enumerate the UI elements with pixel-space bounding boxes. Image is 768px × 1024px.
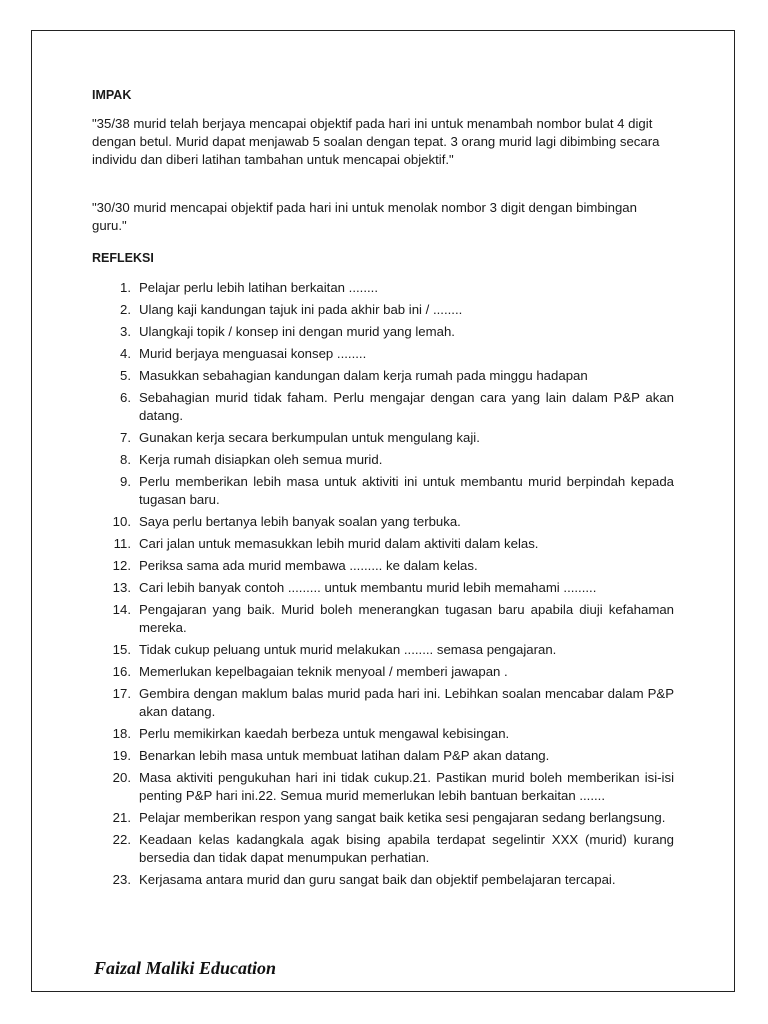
item-number: 4. [120, 346, 131, 361]
item-number: 1. [120, 280, 131, 295]
list-item [92, 747, 674, 765]
list-item [92, 557, 674, 575]
list-item [92, 769, 674, 805]
item-number: 20. [112, 770, 131, 785]
item-number: 14. [112, 602, 131, 617]
impak-heading: IMPAK [92, 88, 132, 102]
list-item [92, 473, 674, 509]
list-item [92, 831, 674, 867]
list-item [92, 579, 674, 597]
item-number: 12. [112, 558, 131, 573]
reflection-list [92, 279, 674, 889]
list-item [92, 535, 674, 553]
item-text: Memerlukan kepelbagaian teknik menyoal / memberi jawapan . [139, 664, 508, 679]
item-number: 22. [112, 832, 131, 847]
item-text: Cari jalan untuk memasukkan lebih murid dalam aktiviti dalam kelas. [139, 536, 539, 551]
list-item [92, 663, 674, 681]
item-number: 13. [112, 580, 131, 595]
item-text: Cari lebih banyak contoh ......... untuk membantu murid lebih memahami ......... [139, 580, 597, 595]
item-number: 8. [120, 452, 131, 467]
list-item [92, 809, 674, 827]
document-content [92, 86, 674, 893]
item-number: 3. [120, 324, 131, 339]
list-item [92, 513, 674, 531]
item-text: Pelajar perlu lebih latihan berkaitan ........ [139, 280, 378, 295]
item-number: 6. [120, 390, 131, 405]
list-item [92, 451, 674, 469]
item-number: 10. [112, 514, 131, 529]
item-number: 15. [112, 642, 131, 657]
refleksi-heading: REFLEKSI [92, 251, 154, 265]
item-text: Pelajar memberikan respon yang sangat baik ketika sesi pengajaran sedang berlangsung. [139, 810, 666, 825]
item-number: 2. [120, 302, 131, 317]
list-item [92, 685, 674, 721]
item-number: 18. [112, 726, 131, 741]
item-text: Gunakan kerja secara berkumpulan untuk mengulang kaji. [139, 430, 480, 445]
item-text: Ulang kaji kandungan tajuk ini pada akhir bab ini / ........ [139, 302, 463, 317]
item-text: Sebahagian murid tidak faham. Perlu mengajar dengan cara yang lain dalam P&P akan datang. [139, 390, 674, 423]
list-item [92, 389, 674, 425]
list-item [92, 367, 674, 385]
item-text: Pengajaran yang baik. Murid boleh menerangkan tugasan baru apabila diuji kefahaman mereka. [139, 602, 674, 635]
item-text: Kerjasama antara murid dan guru sangat baik dan objektif pembelajaran tercapai. [139, 872, 616, 887]
list-item [92, 641, 674, 659]
item-text: Tidak cukup peluang untuk murid melakukan ........ semasa pengajaran. [139, 642, 557, 657]
item-text: Kerja rumah disiapkan oleh semua murid. [139, 452, 383, 467]
item-text: Perlu memberikan lebih masa untuk aktiviti ini untuk membantu murid berpindah kepada tugasan baru. [139, 474, 674, 507]
list-item [92, 725, 674, 743]
item-text: Murid berjaya menguasai konsep ........ [139, 346, 367, 361]
list-item [92, 323, 674, 341]
list-item [92, 279, 674, 297]
item-number: 17. [112, 686, 131, 701]
item-text: Masa aktiviti pengukuhan hari ini tidak cukup.21. Pastikan murid boleh memberikan isi-isi penting P&P hari ini.22. Semua murid memerlukan lebih bantuan berkaitan ....... [139, 770, 674, 803]
item-text: Gembira dengan maklum balas murid pada hari ini. Lebihkan soalan mencabar dalam P&P akan datang. [139, 686, 674, 719]
item-number: 11. [113, 536, 131, 551]
list-item [92, 345, 674, 363]
list-item [92, 301, 674, 319]
item-text: Masukkan sebahagian kandungan dalam kerja rumah pada minggu hadapan [139, 368, 588, 383]
item-text: Benarkan lebih masa untuk membuat latihan dalam P&P akan datang. [139, 748, 550, 763]
item-text: Saya perlu bertanya lebih banyak soalan yang terbuka. [139, 514, 461, 529]
item-number: 19. [112, 748, 131, 763]
item-text: Perlu memikirkan kaedah berbeza untuk mengawal kebisingan. [139, 726, 510, 741]
list-item [92, 601, 674, 637]
item-number: 21. [112, 810, 131, 825]
list-item [92, 871, 674, 889]
item-number: 9. [120, 474, 131, 489]
impak-quote-2: "30/30 murid mencapai objektif pada hari ini untuk menolak nombor 3 digit dengan bimbingan guru." [92, 200, 637, 233]
item-text: Periksa sama ada murid membawa ......... ke dalam kelas. [139, 558, 478, 573]
list-item [92, 429, 674, 447]
item-text: Keadaan kelas kadangkala agak bising apabila terdapat segelintir XXX (murid) kurang bersedia dan tidak dapat menumpukan perhatian. [139, 832, 674, 865]
item-number: 5. [120, 368, 131, 383]
item-text: Ulangkaji topik / konsep ini dengan murid yang lemah. [139, 324, 455, 339]
impak-quote-1: "35/38 murid telah berjaya mencapai objektif pada hari ini untuk menambah nombor bulat 4 digit dengan betul. Murid dapat menjawab 5 soalan dengan tepat. 3 orang murid lagi dibimbing secara individu dan diberi latihan tambahan untuk mencapai objektif." [92, 116, 660, 167]
item-number: 16. [112, 664, 131, 679]
footer-brand: Faizal Maliki Education [94, 958, 277, 978]
item-number: 7. [120, 430, 131, 445]
item-number: 23. [112, 872, 131, 887]
